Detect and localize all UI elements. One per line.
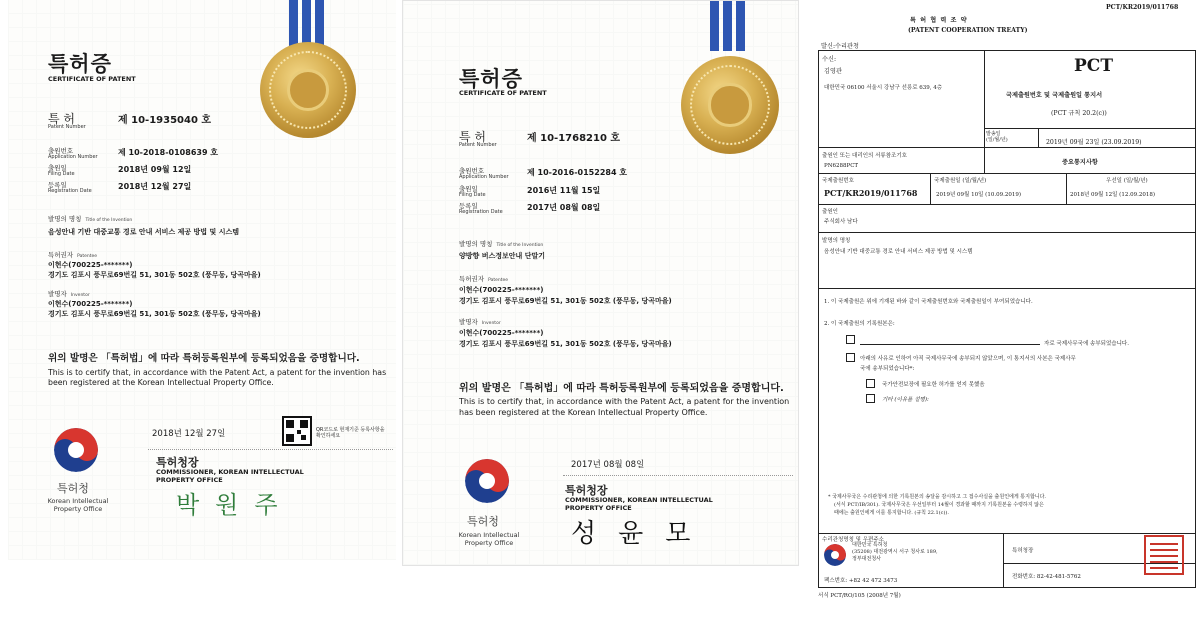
qr-instruction: QR코드로 현재기준 등록사항을 확인하세요 [316, 427, 385, 439]
certification-statement-ko: 위의 발명은 「특허법」에 따라 특허등록원부에 등록되었음을 증명합니다. [459, 383, 784, 394]
office-name-ko: 특허청 [467, 515, 499, 528]
pct-notification-form [806, 0, 1198, 623]
intl-app-number: PCT/KR2019/011768 [824, 188, 918, 198]
application-number: 제 10-2018-0108639 호 [118, 148, 219, 157]
reference-number: PCT/KR2019/011768 [1106, 4, 1179, 11]
patent-number: 제 10-1768210 호 [527, 133, 621, 144]
date-blank [860, 344, 1040, 345]
recipient-address: 대한민국 06100 서울시 강남구 선릉로 639, 4층 [824, 85, 943, 91]
invention-title: 양방향 버스정보안내 단말기 [459, 252, 546, 260]
patent-label: 특 허 [48, 112, 75, 126]
fax-number: 팩스번호: +82 42 472 3473 [824, 578, 898, 584]
send-date-label: 발송일 (일/월/년) [986, 131, 1008, 143]
gold-seal-icon [681, 56, 779, 154]
registration-date: 2017년 08월 08일 [527, 203, 601, 212]
office-name-en: Korean Intellectual Property Office [47, 497, 109, 513]
option-not-transmitted-2: 국에 송부되었습니다*: [860, 366, 915, 372]
commissioner-title: 특허청장 [156, 456, 199, 469]
office-name-en: Korean Intellectual Property Office [458, 531, 520, 547]
to-label: 수신: [822, 56, 837, 63]
divider [930, 173, 931, 204]
divider [818, 173, 1196, 174]
registration-label: 등록일 [48, 181, 67, 189]
notice-title: 국제출원번호 및 국제출원일 통지서 [1006, 92, 1103, 99]
divider [563, 475, 793, 476]
filing-label-en: Filing Date [459, 192, 486, 198]
applicant-label: 출원인 [822, 209, 838, 215]
registration-label-en: Registration Date [459, 209, 503, 215]
commissioner-title-en: COMMISSIONER, KOREAN INTELLECTUAL PROPERTY OFFICE [156, 468, 304, 484]
certification-statement-ko: 위의 발명은 「특허법」에 따라 특허등록원부에 등록되었음을 증명합니다. [48, 353, 360, 364]
office-address-line-2: 정부대전청사 [852, 556, 881, 562]
agent-ref: PN6288PCT [824, 163, 859, 169]
official-stamp-icon [1144, 535, 1184, 575]
inventor-name: 이현수(700225-*******) [48, 300, 133, 308]
application-label: 출원번호 [459, 167, 485, 175]
patent-label-en: Patent Number [48, 124, 86, 130]
cert-title: 특허증 [459, 67, 523, 91]
signature: 박원주 [176, 491, 294, 519]
sender-label: 발신:수리관청 [821, 43, 859, 50]
invention-label: 발명의 명칭 [822, 238, 851, 244]
patent-certificate-1 [8, 0, 396, 560]
inventor-label: 발명자 Inventor [459, 318, 501, 326]
divider [1003, 533, 1004, 588]
footnote-line-3: 때에는 출원인에게 이를 통지합니다. (규칙 22.1(c)). [834, 510, 949, 516]
checkbox-security[interactable] [866, 379, 875, 388]
intl-date-label: 국제출원일 (일/월/년) [934, 178, 987, 184]
registration-label-en: Registration Date [48, 188, 92, 194]
phone-number: 전화번호: 82-42-481-5762 [1012, 574, 1081, 580]
divider [1038, 128, 1039, 147]
kipo-logo-icon [465, 459, 509, 503]
inventor-address: 경기도 김포시 풍무로69번길 51, 301동 502호 (풍무동, 당곡마을) [459, 340, 672, 348]
intl-date: 2019년 09월 10일 (10.09.2019) [936, 192, 1021, 198]
divider [148, 449, 393, 450]
patent-label: 특 허 [459, 130, 486, 144]
kipo-logo-icon [824, 544, 846, 566]
patentee-address: 경기도 김포시 풍무로69번길 51, 301동 502호 (풍무동, 당곡마을) [48, 271, 261, 279]
invention-title-label: 발명의 명칭 Title of the Invention [48, 215, 133, 223]
checkbox-other[interactable] [866, 394, 875, 403]
item-2: 2. 이 국제출원의 기록원본은: [824, 321, 895, 327]
important-notice: 중요통지사항 [1062, 159, 1098, 166]
cert-title-en: CERTIFICATE OF PATENT [48, 75, 136, 83]
certification-statement-en: This is to certify that, in accordance with the Patent Act, a patent for the invention has been registered at the Korean Intellectual Property Office. [48, 368, 387, 387]
checkbox-not-transmitted[interactable] [846, 353, 855, 362]
application-number: 제 10-2016-0152284 호 [527, 168, 628, 177]
recipient-name: 김영관 [824, 68, 842, 75]
commissioner-title: 특허청장 [565, 484, 608, 497]
pct-heading: PCT [1074, 56, 1113, 76]
form-id: 서식 PCT/RO/105 (2008년 7월) [818, 593, 901, 599]
option-not-transmitted: 아래의 사유로 인하여 아직 국제사무국에 송부되지 않았으며, 이 통지서의 사본은 국제사무 [860, 356, 1076, 362]
patentee-name: 이현수(700225-*******) [459, 286, 544, 294]
patentee-address: 경기도 김포시 풍무로69번길 51, 301동 502호 (풍무동, 당곡마을) [459, 297, 672, 305]
divider [818, 147, 1196, 148]
commissioner-title-en: COMMISSIONER, KOREAN INTELLECTUAL PROPERTY OFFICE [565, 496, 713, 512]
send-date: 2019년 09월 23일 (23.09.2019) [1046, 139, 1142, 146]
issue-date: 2017년 08월 08일 [571, 460, 645, 470]
invention-title: 음성안내 기반 대중교통 경로 안내 서비스 제공 방법 및 시스템 [824, 249, 973, 255]
office-label: 수리관청명칭 및 우편주소 [822, 537, 884, 543]
divider [984, 128, 1196, 129]
filing-date: 2018년 09월 12일 [118, 165, 192, 174]
pct-rule: (PCT 규칙 20.2(c)) [1051, 110, 1107, 117]
inventor-name: 이현수(700225-*******) [459, 329, 544, 337]
signature: 성윤모 [571, 519, 713, 549]
treaty-title-en: (PATENT COOPERATION TREATY) [908, 27, 1028, 34]
certification-statement-en: This is to certify that, in accordance with the Patent Act, a patent for the invention has been registered at the Korean Intellectual Property Office. [459, 397, 790, 417]
divider [818, 232, 1196, 233]
official-title: 특허청장 [1012, 548, 1034, 554]
option-security: 국가안전보장에 필요한 허가를 얻지 못했음 [882, 382, 985, 388]
application-label: 출원번호 [48, 147, 74, 155]
issue-date: 2018년 12월 27일 [152, 429, 226, 439]
priority-date-label: 우선일 (일/월/년) [1106, 178, 1148, 184]
divider [818, 204, 1196, 205]
treaty-title-ko: 특 허 협 력 조 약 [910, 17, 968, 24]
ribbon-icon [710, 1, 746, 51]
agent-ref-label: 출원인 또는 대리인의 서류참조기호 [822, 153, 907, 159]
footnote-line-2: (서식 PCT/IB/301). 국제사무국은 우선일부터 14월이 경과할 때까지 기록원본을 수령하지 않은 [834, 502, 1044, 508]
cert-title-en: CERTIFICATE OF PATENT [459, 89, 547, 97]
filing-label-en: Filing Date [48, 171, 75, 177]
office-name: 대한민국 특허청 [852, 542, 888, 548]
invention-title-label: 발명의 명칭 Title of the Invention [459, 240, 544, 248]
option-other: 기타 (이유를 설명): [882, 397, 929, 403]
patent-label-en: Patent Number [459, 142, 497, 148]
footnote-line-1: * 국제사무국은 수리관청에 의한 기록원본의 송달을 감시하고 그 접수사실을 출원인에게 통지합니다. [828, 494, 1047, 500]
footnote [828, 493, 1178, 517]
filing-label: 출원일 [48, 164, 67, 172]
checkbox-transmitted[interactable] [846, 335, 855, 344]
filing-label: 출원일 [459, 185, 478, 193]
invention-title: 음성안내 기반 대중교통 경로 안내 서비스 제공 방법 및 시스템 [48, 228, 239, 236]
item-1: 1. 이 국제출원은 위에 기재된 바와 같이 국제출원번호와 국제출원일이 부여되었습니다. [824, 299, 1033, 305]
patentee-label: 특허권자 Patentee [48, 251, 98, 259]
divider [1066, 173, 1067, 204]
patent-certificate-2 [402, 0, 799, 566]
divider [984, 147, 985, 173]
office-address [852, 542, 938, 563]
office-address-line-1: (35208) 대전광역시 서구 청사로 189, [852, 549, 938, 555]
intl-app-label: 국제출원번호 [822, 178, 854, 184]
patentee-name: 이현수(700225-*******) [48, 261, 133, 269]
registration-date: 2018년 12월 27일 [118, 182, 192, 191]
priority-date: 2018년 09월 12일 (12.09.2018) [1070, 192, 1155, 198]
office-name-ko: 특허청 [57, 482, 89, 495]
filing-date: 2016년 11월 15일 [527, 186, 601, 195]
cert-title: 특허증 [48, 52, 112, 76]
kipo-logo-icon [54, 428, 98, 472]
option-transmitted: 자로 국제사무국에 송부되었습니다. [1044, 341, 1129, 347]
divider [984, 50, 985, 147]
gold-seal-icon [260, 42, 356, 138]
application-label-en: Application Number [459, 174, 509, 180]
application-label-en: Application Number [48, 154, 98, 160]
inventor-label: 발명자 Inventor [48, 290, 90, 298]
registration-label: 등록일 [459, 202, 478, 210]
patentee-label: 특허권자 Patentee [459, 275, 509, 283]
inventor-address: 경기도 김포시 풍무로69번길 51, 301동 502호 (풍무동, 당곡마을) [48, 310, 261, 318]
qr-code-icon [282, 416, 312, 446]
divider [818, 533, 1196, 534]
divider [818, 288, 1196, 289]
applicant-name: 주식회사 남다 [824, 219, 858, 225]
patent-number: 제 10-1935040 호 [118, 115, 212, 126]
